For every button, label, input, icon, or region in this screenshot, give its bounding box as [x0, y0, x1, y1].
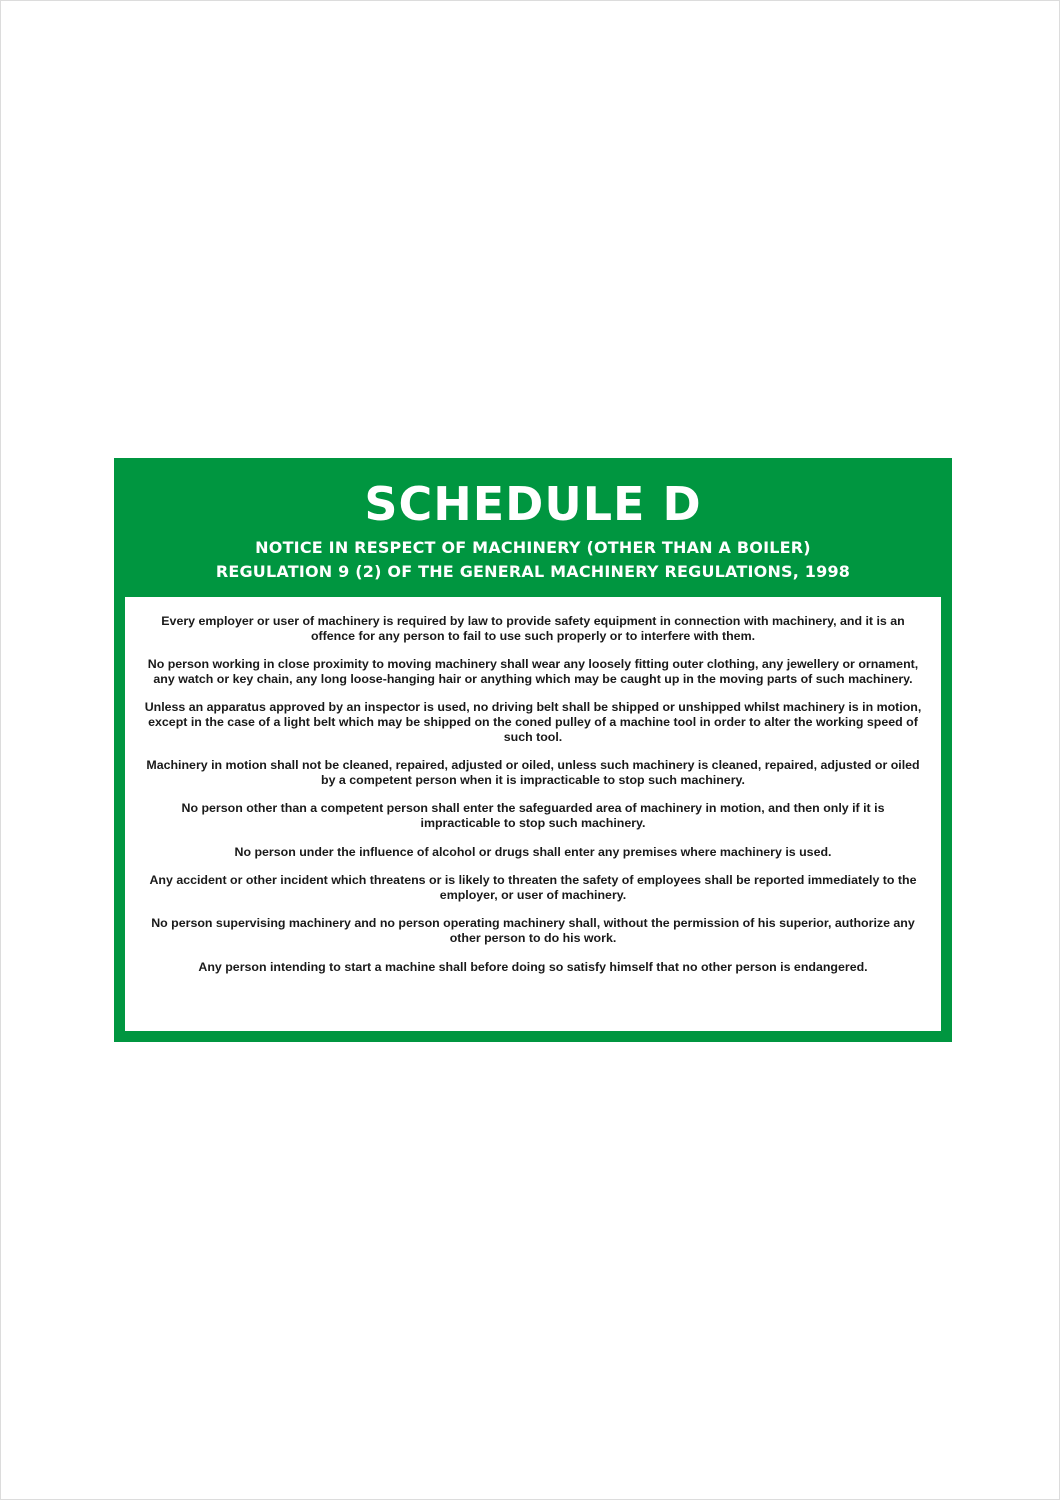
- sign-subtitle-notice: NOTICE IN RESPECT OF MACHINERY (OTHER THAN A BOILER): [255, 538, 811, 557]
- rule-item: Machinery in motion shall not be cleaned, repaired, adjusted or oiled, unless such machinery is cleaned, repaired, adjusted or oiled by a competent person when it is impracticable to stop such machinery.: [146, 758, 920, 787]
- rule-item: No person under the influence of alcohol or drugs shall enter any premises where machinery is used.: [234, 844, 832, 859]
- rule-item: No person working in close proximity to moving machinery shall wear any loosely fitting outer clothing, any jewellery or ornament, any watch or key chain, any long loose-hanging hair or anything which may be caught up in the moving parts of such machinery.: [147, 657, 919, 686]
- rules-panel: [125, 597, 941, 1031]
- rule-item: Any person intending to start a machine shall before doing so satisfy himself that no other person is endangered.: [198, 959, 868, 974]
- sign-title: SCHEDULE D: [364, 477, 702, 531]
- rule-item: No person supervising machinery and no person operating machinery shall, without the permission of his superior, authorize any other person to do his work.: [151, 916, 915, 945]
- rule-item: No person other than a competent person shall enter the safeguarded area of machinery in motion, and then only if it is impracticable to stop such machinery.: [181, 801, 885, 830]
- rule-item: Every employer or user of machinery is required by law to provide safety equipment in connection with machinery, and it is an offence for any person to fail to use such properly or to interfere with them.: [161, 614, 905, 643]
- safety-notice-sign: [114, 458, 952, 1042]
- sign-subtitle-regulation: REGULATION 9 (2) OF THE GENERAL MACHINERY REGULATIONS, 1998: [215, 562, 851, 581]
- rule-item: Unless an apparatus approved by an inspector is used, no driving belt shall be shipped or unshipped whilst machinery is in motion, except in the case of a light belt which may be shipped on the coned pulley of a machine tool in order to alter the working speed of such tool.: [144, 700, 922, 744]
- rule-item: Any accident or other incident which threatens or is likely to threaten the safety of employees shall be reported immediately to the employer, or user of machinery.: [149, 873, 917, 902]
